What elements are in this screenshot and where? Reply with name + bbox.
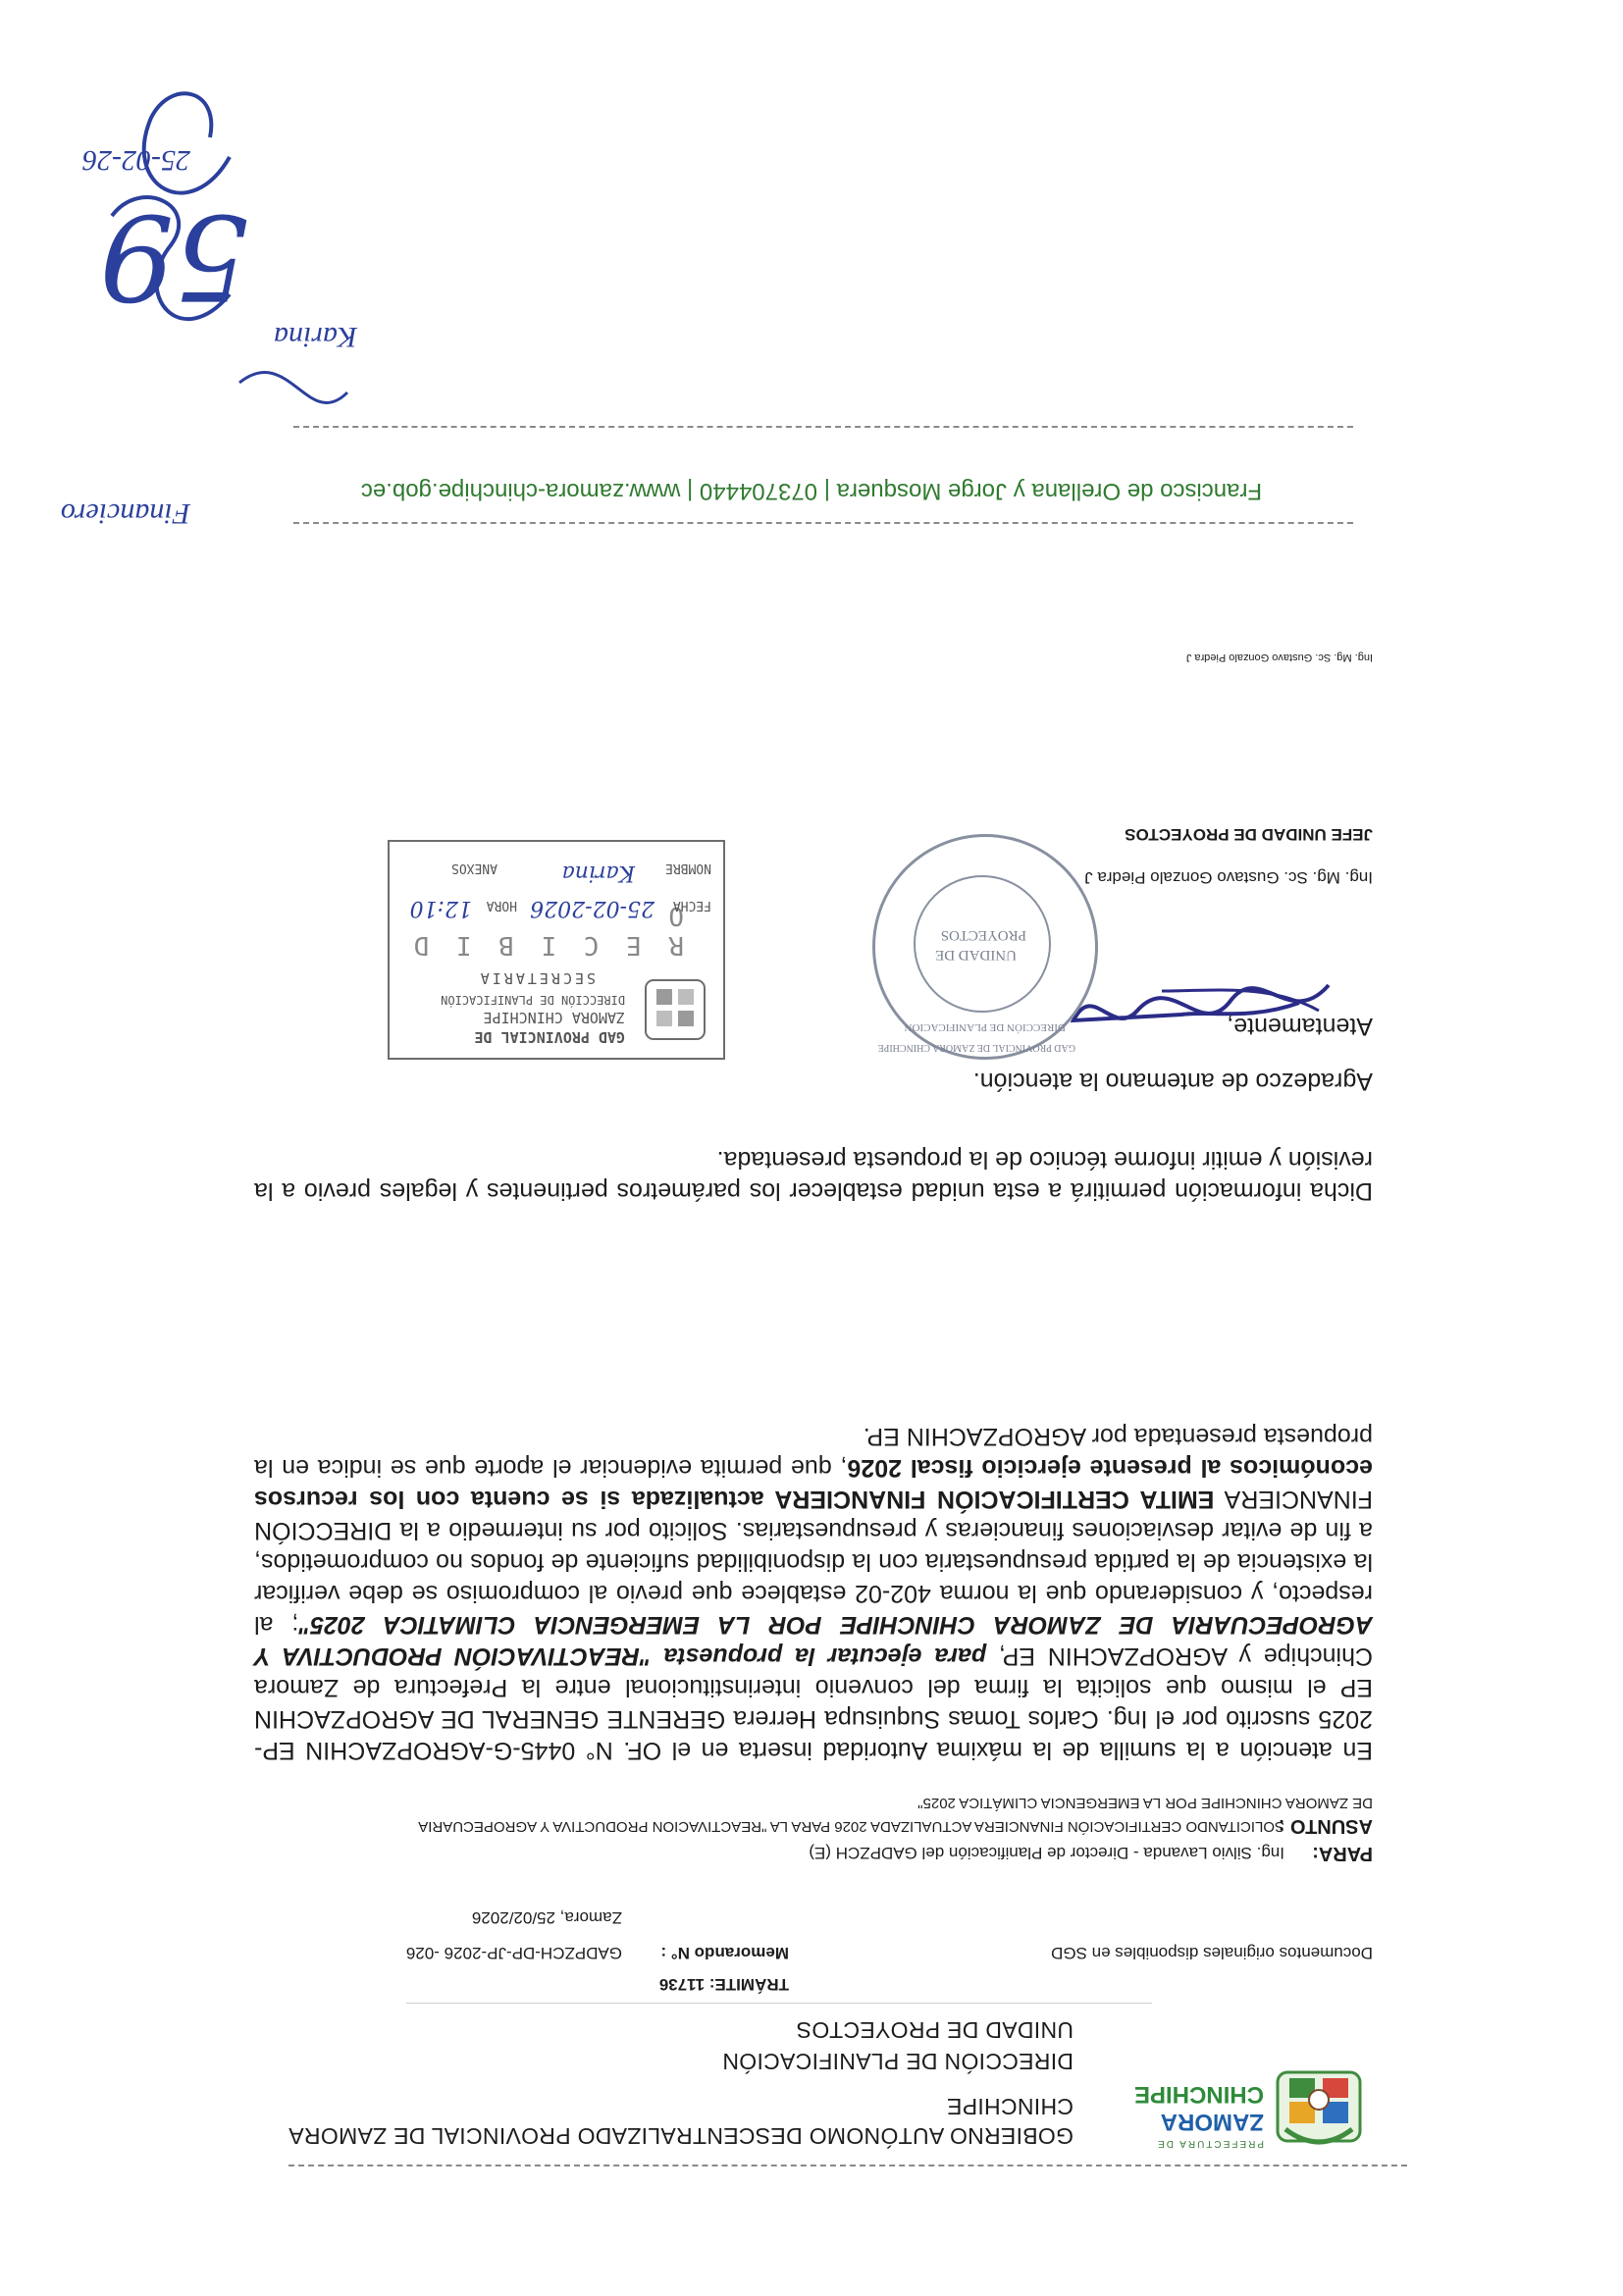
para-value: Ing. Silvio Lavanda - Director de Planificación del GADPZCH (E) [809, 1844, 1284, 1862]
handwritten-karina: Karina [273, 321, 357, 353]
received-stamp-nombre-label: NOMBRE [665, 861, 711, 875]
signer-small-print: Ing. Mg. Sc. Gustavo Gonzalo Piedra J [1185, 652, 1373, 663]
round-stamp-ring-text: DIRECCIÓN DE PLANIFICACIÓN [904, 1021, 1066, 1033]
paragraph-text-c: ; al respecto, y considerando que la norma 402-02 establece que previo al compromiso se debe verificar la existencia de la partida presupuestaria con la disponibilidad suficiente de fondos no comprometidos, a fin de evitar desviaciones financieras y presupuestarias. Solicito por su intermedio a la DIRECCIÓN FINANCIERA [254, 1486, 1373, 1639]
received-stamp-fecha-label: FECHA [672, 898, 711, 913]
unit-name: UNIDAD DE PROYECTOS [796, 2017, 1073, 2043]
closing-line: Atentamente, [1227, 1013, 1373, 1040]
received-stamp-line2: ZAMORA CHINCHIPE [483, 1009, 625, 1026]
logo-tagline: PREFECTURA DE [1156, 2138, 1264, 2149]
handwritten-number: 59 [99, 187, 249, 324]
handwritten-date: 25-02-26 [82, 144, 190, 177]
received-stamp-anexos-label: ANEXOS [451, 861, 497, 875]
place-date: Zamora, 25/02/2026 [471, 1908, 622, 1927]
tramite-number: TRÁMITE: 11736 [658, 1975, 789, 1994]
received-stamp-recibido: R E C I B I D O [407, 901, 684, 960]
org-name-line1: GOBIERNO AUTÓNOMO DESCENTRALIZADO PROVINCIAL DE ZAMORA [288, 2123, 1073, 2149]
paragraph-text-a: En atención a la sumilla de la máxima Autoridad inserta en el OF. N° 0445-G-AGROPZACHIN EP-2025 suscrito por el Ing. Carlos Tomas Suquisupa Herrera GERENTE GENERAL DE AGROPZACHIN EP el mismo que solicita la firma del convenio interinstitucional entre la Prefectura de Zamora Chinchipe y AGROPZACHIN EP, [254, 1643, 1373, 1764]
direction-name: DIRECCIÓN DE PLANIFICACIÓN [722, 2049, 1073, 2074]
second-paragraph: Dicha información permitirá a esta unidad establecer los parámetros pertinentes y legales previo a la revisión y emitir informe técnico de la propuesta presentada. [254, 1146, 1373, 1205]
org-name-line2: CHINCHIPE [946, 2094, 1073, 2119]
received-stamp-hora-value: 12:10 [409, 896, 472, 920]
received-stamp-line4: SECRETARIA [477, 969, 596, 987]
memo-number: GADPZCH-DP-JP-2026 -026 [405, 1944, 622, 1962]
received-stamp-line1: GAD PROVINCIAL DE [474, 1028, 625, 1046]
memo-label: Memorando N° : [660, 1944, 789, 1962]
footer-contact: Francisco de Orellana y Jorge Mosquera | 073704440 | www.zamora-chinchipe.gob.ec [360, 478, 1263, 504]
signer-name: Ing. Mg. Sc. Gustavo Gonzalo Piedra J [1084, 868, 1373, 887]
asunto-line1: SOLICITANDO CERTIFICACIÓN FINANCIERA ACTUALIZADA 2026 PARA LA "REACTIVACION PRODUCTIVA Y AGROPECUARIA [418, 1818, 1284, 1835]
round-stamp-center2: PROYECTOS [940, 927, 1026, 943]
paragraph-bold-proposal: para ejecutar la propuesta "REACTIVACIÓN PRODUCTIVA Y AGROPECUARIA DE ZAMORA CHINCHIPE POR LA EMERGENCIA CLIMATICA 2025" [254, 1611, 1373, 1670]
logo-word-chinchipe: CHINCHIPE [1133, 2081, 1264, 2108]
asunto-label: ASUNTO : [1278, 1815, 1373, 1837]
sgd-note: Documentos originales disponibles en SGD [1051, 1944, 1373, 1962]
paragraph-bold-request: EMITA CERTIFICACIÓN FINANCIERA actualizada si se cuenta con los recursos económicos al presente ejercicio fiscal 2026 [254, 1454, 1373, 1513]
received-stamp-hora-label: HORA [486, 898, 517, 913]
para-label: PARA: [1312, 1843, 1373, 1864]
round-stamp-center1: UNIDAD DE [935, 947, 1017, 963]
signer-title: JEFE UNIDAD DE PROYECTOS [1125, 825, 1373, 844]
round-stamp-outer-text: GAD PROVINCIAL DE ZAMORA CHINCHIPE [877, 1042, 1075, 1053]
logo-word-zamora: ZAMORA [1160, 2109, 1264, 2135]
received-stamp-line3: DIRECCIÓN DE PLANIFICACIÓN [441, 993, 625, 1007]
asunto-line2: DE ZAMORA CHINCHIPE POR LA EMERGENCIA CLIMÁTICA 2025" [917, 1795, 1373, 1811]
handwritten-financiero: Financiero [60, 497, 190, 530]
received-stamp-fecha-value: 25-02-2026 [530, 896, 654, 920]
thanks-line: Agradezco de antemano la atención. [972, 1068, 1373, 1095]
received-stamp-nombre-value: Karina [561, 861, 635, 885]
paragraph-text-e: , que permita evidenciar el aporte que se indica en la propuesta presentada por AGROPZACHIN EP. [254, 1423, 1373, 1482]
